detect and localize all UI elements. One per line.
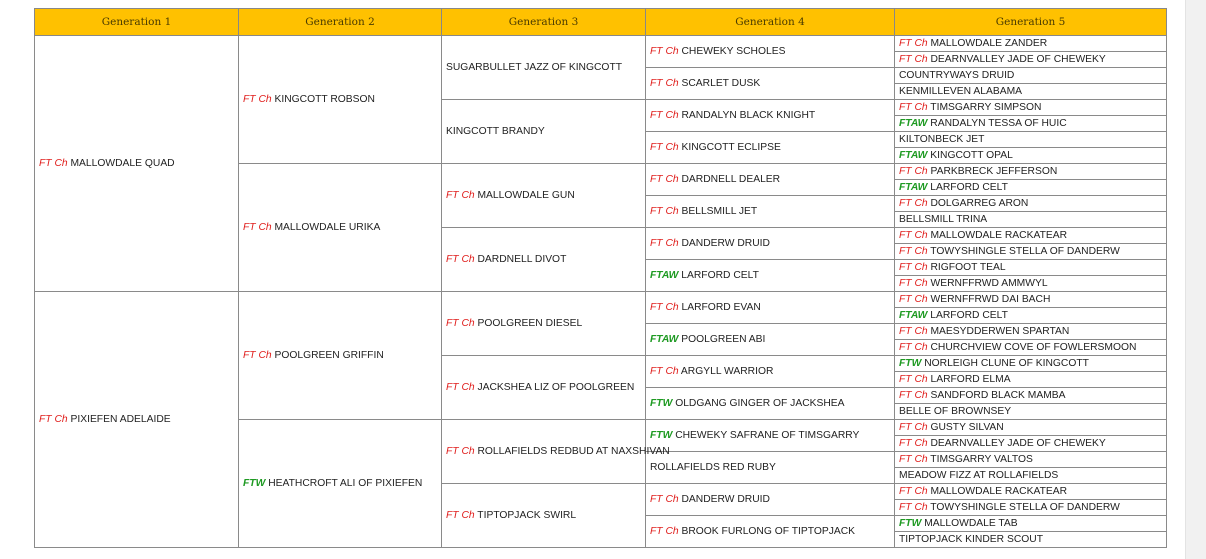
gen5-ancestor-cell — [895, 100, 1167, 116]
gen1-ancestor-cell — [35, 36, 239, 292]
gen2-ancestor-cell — [239, 292, 442, 420]
dog-name: JACKSHEA LIZ OF POOLGREEN — [477, 381, 635, 393]
dog-title: FT Ch — [899, 293, 928, 305]
gen5-ancestor-cell — [895, 324, 1167, 340]
dog-title: FT Ch — [650, 493, 679, 505]
dog-name: KINGCOTT ECLIPSE — [681, 141, 781, 153]
dog-name: MALLOWDALE QUAD — [70, 157, 175, 169]
gen5-ancestor-cell — [895, 532, 1167, 548]
dog-title: FTAW — [899, 149, 928, 161]
gen5-ancestor-cell — [895, 484, 1167, 500]
dog-name: MALLOWDALE RACKATEAR — [930, 485, 1068, 497]
dog-name: DOLGARREG ARON — [930, 197, 1029, 209]
gen4-ancestor-cell — [646, 132, 895, 164]
dog-name: WERNFFRWD DAI BACH — [930, 293, 1051, 305]
gen5-ancestor-cell — [895, 500, 1167, 516]
dog-name: KILTONBECK JET — [899, 133, 985, 145]
gen5-ancestor-cell — [895, 52, 1167, 68]
gen5-ancestor-cell — [895, 340, 1167, 356]
dog-name: RANDALYN TESSA OF HUIC — [930, 117, 1067, 129]
dog-name: POOLGREEN ABI — [681, 333, 766, 345]
header-generation-4: Generation 4 — [646, 9, 895, 36]
dog-name: OLDGANG GINGER OF JACKSHEA — [675, 397, 845, 409]
gen5-ancestor-cell — [895, 228, 1167, 244]
dog-name: MALLOWDALE TAB — [924, 517, 1018, 529]
dog-name: BROOK FURLONG OF TIPTOPJACK — [681, 525, 856, 537]
dog-name: MALLOWDALE RACKATEAR — [930, 229, 1068, 241]
dog-title: FT Ch — [243, 221, 272, 233]
dog-name: RIGFOOT TEAL — [930, 261, 1006, 273]
dog-title: FT Ch — [650, 237, 679, 249]
dog-title: FT Ch — [899, 53, 928, 65]
gen5-ancestor-cell — [895, 84, 1167, 100]
dog-name: DANDERW DRUID — [681, 493, 770, 505]
dog-name: TIPTOPJACK KINDER SCOUT — [899, 533, 1043, 545]
gen3-ancestor-cell — [442, 100, 646, 164]
dog-name: PARKBRECK JEFFERSON — [930, 165, 1058, 177]
gen5-ancestor-cell — [895, 68, 1167, 84]
dog-title: FT Ch — [39, 413, 68, 425]
dog-title: FT Ch — [899, 485, 928, 497]
gen4-ancestor-cell — [646, 228, 895, 260]
gen5-ancestor-cell — [895, 36, 1167, 52]
dog-name: SANDFORD BLACK MAMBA — [930, 389, 1066, 401]
dog-name: NORLEIGH CLUNE OF KINGCOTT — [924, 357, 1089, 369]
gen4-ancestor-cell — [646, 420, 895, 452]
dog-name: RANDALYN BLACK KNIGHT — [681, 109, 816, 121]
dog-title: FT Ch — [650, 525, 679, 537]
dog-name: POOLGREEN GRIFFIN — [274, 349, 384, 361]
dog-title: FTAW — [650, 269, 679, 281]
gen3-ancestor-cell — [442, 36, 646, 100]
gen5-ancestor-cell — [895, 260, 1167, 276]
dog-title: FT Ch — [243, 349, 272, 361]
gen4-ancestor-cell — [646, 164, 895, 196]
dog-title: FT Ch — [446, 317, 475, 329]
gen5-ancestor-cell — [895, 308, 1167, 324]
dog-title: FT Ch — [899, 277, 928, 289]
pedigree-table — [34, 8, 1167, 548]
gen3-ancestor-cell — [442, 228, 646, 292]
dog-title: FT Ch — [899, 37, 928, 49]
dog-title: FTW — [899, 357, 922, 369]
dog-name: TOWYSHINGLE STELLA OF DANDERW — [930, 245, 1120, 257]
dog-name: SUGARBULLET JAZZ OF KINGCOTT — [446, 61, 623, 73]
dog-name: DARDNELL DEALER — [681, 173, 781, 185]
gen4-ancestor-cell — [646, 36, 895, 68]
gen5-ancestor-cell — [895, 116, 1167, 132]
dog-name: SCARLET DUSK — [681, 77, 761, 89]
gen4-ancestor-cell — [646, 100, 895, 132]
dog-title: FTAW — [899, 309, 928, 321]
gen5-ancestor-cell — [895, 420, 1167, 436]
dog-name: TIMSGARRY VALTOS — [930, 453, 1033, 465]
gen5-ancestor-cell — [895, 276, 1167, 292]
gen4-ancestor-cell — [646, 324, 895, 356]
dog-name: LARFORD CELT — [930, 181, 1008, 193]
gen5-ancestor-cell — [895, 356, 1167, 372]
dog-name: LARFORD EVAN — [681, 301, 761, 313]
gen4-ancestor-cell — [646, 356, 895, 388]
dog-title: FTW — [650, 397, 673, 409]
dog-name: WERNFFRWD AMMWYL — [930, 277, 1048, 289]
dog-title: FT Ch — [899, 101, 928, 113]
dog-title: FT Ch — [650, 109, 679, 121]
gen4-ancestor-cell — [646, 484, 895, 516]
dog-title: FT Ch — [446, 509, 475, 521]
dog-title: FT Ch — [650, 365, 679, 377]
gen3-ancestor-cell — [442, 356, 646, 420]
dog-title: FT Ch — [899, 389, 928, 401]
dog-title: FT Ch — [899, 421, 928, 433]
dog-name: MALLOWDALE URIKA — [274, 221, 381, 233]
gen5-ancestor-cell — [895, 436, 1167, 452]
dog-title: FTW — [243, 477, 266, 489]
dog-name: TIMSGARRY SIMPSON — [930, 101, 1042, 113]
dog-title: FT Ch — [899, 165, 928, 177]
dog-title: FT Ch — [899, 261, 928, 273]
gen5-ancestor-cell — [895, 196, 1167, 212]
dog-title: FT Ch — [899, 341, 928, 353]
gen2-ancestor-cell — [239, 36, 442, 164]
gen5-ancestor-cell — [895, 388, 1167, 404]
dog-title: FTAW — [899, 181, 928, 193]
dog-name: BELLSMILL TRINA — [899, 213, 988, 225]
dog-name: COUNTRYWAYS DRUID — [899, 69, 1015, 81]
dog-title: FT Ch — [899, 453, 928, 465]
gen3-ancestor-cell — [442, 484, 646, 548]
dog-name: KENMILLEVEN ALABAMA — [899, 85, 1023, 97]
gen2-ancestor-cell — [239, 420, 442, 548]
dog-name: GUSTY SILVAN — [930, 421, 1004, 433]
gen5-ancestor-cell — [895, 180, 1167, 196]
dog-name: MEADOW FIZZ AT ROLLAFIELDS — [899, 469, 1059, 481]
header-generation-5: Generation 5 — [895, 9, 1167, 36]
header-row — [35, 9, 1167, 36]
gen4-ancestor-cell — [646, 68, 895, 100]
gen5-ancestor-cell — [895, 212, 1167, 228]
gen5-ancestor-cell — [895, 452, 1167, 468]
dog-name: CHURCHVIEW COVE OF FOWLERSMOON — [930, 341, 1137, 353]
dog-title: FT Ch — [899, 501, 928, 513]
gen5-ancestor-cell — [895, 132, 1167, 148]
dog-title: FT Ch — [650, 141, 679, 153]
gen5-ancestor-cell — [895, 404, 1167, 420]
gen4-ancestor-cell — [646, 388, 895, 420]
gen5-ancestor-cell — [895, 372, 1167, 388]
dog-title: FT Ch — [899, 373, 928, 385]
dog-name: DARDNELL DIVOT — [477, 253, 567, 265]
dog-name: TOWYSHINGLE STELLA OF DANDERW — [930, 501, 1120, 513]
dog-title: FT Ch — [899, 245, 928, 257]
dog-title: FTW — [650, 429, 673, 441]
dog-title: FT Ch — [650, 45, 679, 57]
dog-name: TIPTOPJACK SWIRL — [477, 509, 577, 521]
dog-name: MAESYDDERWEN SPARTAN — [930, 325, 1070, 337]
dog-title: FTW — [899, 517, 922, 529]
dog-title: FT Ch — [899, 197, 928, 209]
dog-title: FT Ch — [650, 301, 679, 313]
header-generation-2: Generation 2 — [239, 9, 442, 36]
gen5-ancestor-cell — [895, 292, 1167, 308]
dog-name: ROLLAFIELDS RED RUBY — [650, 461, 776, 473]
gen5-ancestor-cell — [895, 468, 1167, 484]
gen5-ancestor-cell — [895, 244, 1167, 260]
dog-name: MALLOWDALE GUN — [477, 189, 575, 201]
scrollbar-track[interactable] — [1185, 0, 1206, 559]
gen4-ancestor-cell — [646, 292, 895, 324]
gen3-ancestor-cell — [442, 292, 646, 356]
dog-name: ARGYLL WARRIOR — [680, 365, 774, 377]
dog-title: FT Ch — [446, 381, 475, 393]
dog-name: ROLLAFIELDS REDBUD AT NAXSHIVAN — [477, 445, 670, 457]
dog-name: POOLGREEN DIESEL — [477, 317, 583, 329]
gen3-ancestor-cell — [442, 164, 646, 228]
dog-name: PIXIEFEN ADELAIDE — [70, 413, 171, 425]
dog-title: FT Ch — [899, 325, 928, 337]
dog-title: FT Ch — [446, 445, 475, 457]
gen5-ancestor-cell — [895, 164, 1167, 180]
dog-name: KINGCOTT ROBSON — [274, 93, 375, 105]
dog-title: FT Ch — [243, 93, 272, 105]
dog-title: FT Ch — [446, 253, 475, 265]
dog-name: KINGCOTT OPAL — [930, 149, 1013, 161]
gen5-ancestor-cell — [895, 148, 1167, 164]
gen5-ancestor-cell — [895, 516, 1167, 532]
pedigree-row — [35, 292, 1167, 308]
dog-title: FT Ch — [39, 157, 68, 169]
gen4-ancestor-cell — [646, 196, 895, 228]
dog-name: MALLOWDALE ZANDER — [930, 37, 1048, 49]
dog-title: FT Ch — [899, 229, 928, 241]
gen4-ancestor-cell — [646, 452, 895, 484]
gen1-ancestor-cell — [35, 292, 239, 548]
dog-title: FTAW — [650, 333, 679, 345]
gen4-ancestor-cell — [646, 516, 895, 548]
dog-name: BELLE OF BROWNSEY — [899, 405, 1012, 417]
dog-name: DANDERW DRUID — [681, 237, 770, 249]
dog-name: DEARNVALLEY JADE OF CHEWEKY — [930, 53, 1106, 65]
dog-title: FT Ch — [650, 173, 679, 185]
dog-name: BELLSMILL JET — [681, 205, 758, 217]
dog-name: CHEWEKY SAFRANE OF TIMSGARRY — [675, 429, 860, 441]
header-generation-1: Generation 1 — [35, 9, 239, 36]
dog-name: HEATHCROFT ALI OF PIXIEFEN — [268, 477, 423, 489]
dog-title: FT Ch — [446, 189, 475, 201]
dog-name: LARFORD CELT — [930, 309, 1008, 321]
dog-name: DEARNVALLEY JADE OF CHEWEKY — [930, 437, 1106, 449]
dog-title: FT Ch — [899, 437, 928, 449]
dog-title: FT Ch — [650, 205, 679, 217]
dog-title: FTAW — [899, 117, 928, 129]
dog-name: LARFORD CELT — [681, 269, 759, 281]
dog-name: KINGCOTT BRANDY — [446, 125, 545, 137]
dog-name: CHEWEKY SCHOLES — [681, 45, 786, 57]
header-generation-3: Generation 3 — [442, 9, 646, 36]
dog-name: LARFORD ELMA — [930, 373, 1011, 385]
dog-title: FT Ch — [650, 77, 679, 89]
gen2-ancestor-cell — [239, 164, 442, 292]
pedigree-row — [35, 36, 1167, 52]
gen4-ancestor-cell — [646, 260, 895, 292]
